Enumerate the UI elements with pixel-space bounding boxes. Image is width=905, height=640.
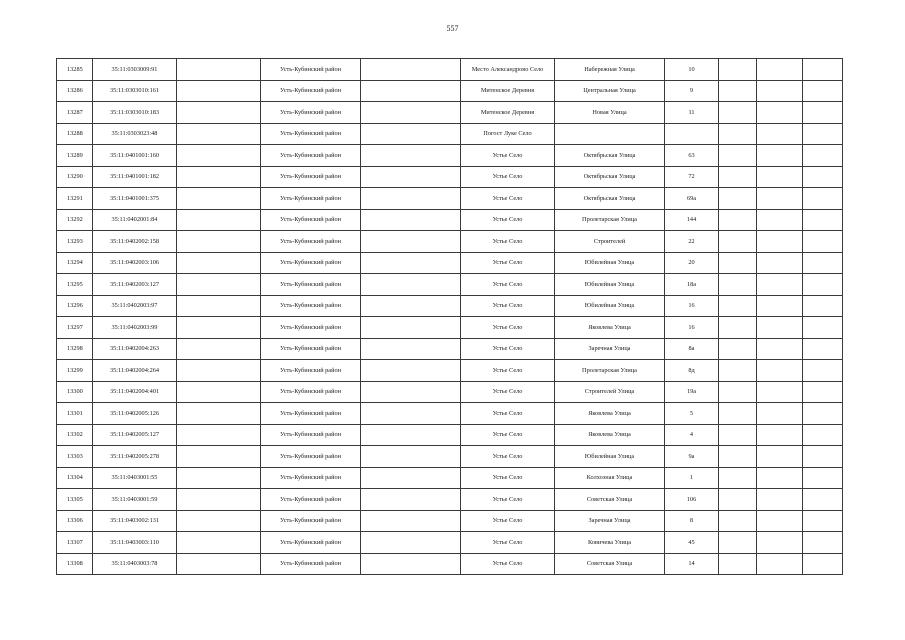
- empty-cell: [361, 80, 461, 102]
- table-row: [57, 489, 843, 511]
- table-row: [57, 317, 843, 339]
- row-number-cell: 13307: [57, 532, 93, 554]
- empty-cell: [803, 424, 843, 446]
- street-cell: Новая Улица: [555, 102, 665, 124]
- empty-cell: [803, 80, 843, 102]
- empty-cell: [803, 166, 843, 188]
- empty-cell: [719, 317, 757, 339]
- house-number-cell: 16: [665, 295, 719, 317]
- empty-cell: [361, 188, 461, 210]
- empty-cell: [719, 145, 757, 167]
- empty-cell: [177, 317, 261, 339]
- empty-cell: [803, 381, 843, 403]
- table-row: [57, 209, 843, 231]
- empty-cell: [361, 102, 461, 124]
- table-row: [57, 123, 843, 145]
- empty-cell: [361, 532, 461, 554]
- cadastral-number-cell: 35:11:0401001:375: [93, 188, 177, 210]
- locality-cell: Устье Село: [461, 295, 555, 317]
- empty-cell: [757, 188, 803, 210]
- cadastral-number-cell: 35:11:0402005:127: [93, 424, 177, 446]
- house-number-cell: 45: [665, 532, 719, 554]
- row-number-cell: 13289: [57, 145, 93, 167]
- empty-cell: [177, 467, 261, 489]
- district-cell: Усть-Кубинский район: [261, 532, 361, 554]
- table-row: [57, 532, 843, 554]
- row-number-cell: 13301: [57, 403, 93, 425]
- street-cell: Колхозная Улица: [555, 467, 665, 489]
- row-number-cell: 13295: [57, 274, 93, 296]
- empty-cell: [177, 338, 261, 360]
- empty-cell: [719, 123, 757, 145]
- cadastral-number-cell: 35:11:0402001:84: [93, 209, 177, 231]
- empty-cell: [177, 446, 261, 468]
- empty-cell: [177, 252, 261, 274]
- empty-cell: [803, 252, 843, 274]
- street-cell: Юбилейная Улица: [555, 295, 665, 317]
- district-cell: Усть-Кубинский район: [261, 123, 361, 145]
- row-number-cell: 13286: [57, 80, 93, 102]
- empty-cell: [803, 209, 843, 231]
- row-number-cell: 13308: [57, 553, 93, 575]
- table-row: [57, 274, 843, 296]
- empty-cell: [803, 295, 843, 317]
- empty-cell: [757, 510, 803, 532]
- locality-cell: Устье Село: [461, 274, 555, 296]
- registry-body: [57, 59, 843, 575]
- locality-cell: Устье Село: [461, 403, 555, 425]
- empty-cell: [361, 360, 461, 382]
- house-number-cell: 8д: [665, 360, 719, 382]
- empty-cell: [757, 532, 803, 554]
- empty-cell: [361, 123, 461, 145]
- row-number-cell: 13303: [57, 446, 93, 468]
- empty-cell: [361, 403, 461, 425]
- empty-cell: [719, 209, 757, 231]
- locality-cell: Устье Село: [461, 360, 555, 382]
- empty-cell: [177, 381, 261, 403]
- district-cell: Усть-Кубинский район: [261, 80, 361, 102]
- street-cell: Яковлева Улица: [555, 424, 665, 446]
- house-number-cell: 72: [665, 166, 719, 188]
- street-cell: Юбилейная Улица: [555, 274, 665, 296]
- empty-cell: [177, 510, 261, 532]
- district-cell: Усть-Кубинский район: [261, 252, 361, 274]
- empty-cell: [757, 317, 803, 339]
- empty-cell: [757, 446, 803, 468]
- empty-cell: [803, 188, 843, 210]
- row-number-cell: 13296: [57, 295, 93, 317]
- house-number-cell: 8: [665, 510, 719, 532]
- street-cell: Пролетарская Улица: [555, 209, 665, 231]
- locality-cell: Устье Село: [461, 231, 555, 253]
- empty-cell: [361, 489, 461, 511]
- empty-cell: [177, 145, 261, 167]
- empty-cell: [719, 381, 757, 403]
- row-number-cell: 13305: [57, 489, 93, 511]
- empty-cell: [719, 59, 757, 81]
- row-number-cell: 13290: [57, 166, 93, 188]
- cadastral-number-cell: 35:11:0303009:91: [93, 59, 177, 81]
- street-cell: Октябрьская Улица: [555, 166, 665, 188]
- empty-cell: [803, 446, 843, 468]
- locality-cell: Устье Село: [461, 209, 555, 231]
- locality-cell: Устье Село: [461, 338, 555, 360]
- row-number-cell: 13287: [57, 102, 93, 124]
- empty-cell: [719, 102, 757, 124]
- empty-cell: [757, 145, 803, 167]
- locality-cell: Устье Село: [461, 446, 555, 468]
- district-cell: Усть-Кубинский район: [261, 209, 361, 231]
- empty-cell: [719, 446, 757, 468]
- empty-cell: [803, 510, 843, 532]
- empty-cell: [719, 403, 757, 425]
- table-row: [57, 231, 843, 253]
- house-number-cell: 18а: [665, 274, 719, 296]
- row-number-cell: 13300: [57, 381, 93, 403]
- empty-cell: [803, 467, 843, 489]
- empty-cell: [177, 403, 261, 425]
- house-number-cell: 11: [665, 102, 719, 124]
- table-row: [57, 252, 843, 274]
- district-cell: Усть-Кубинский район: [261, 231, 361, 253]
- cadastral-number-cell: 35:11:0402003:97: [93, 295, 177, 317]
- empty-cell: [177, 188, 261, 210]
- row-number-cell: 13288: [57, 123, 93, 145]
- row-number-cell: 13299: [57, 360, 93, 382]
- house-number-cell: 22: [665, 231, 719, 253]
- cadastral-number-cell: 35:11:0303023:48: [93, 123, 177, 145]
- cadastral-number-cell: 35:11:0402002:158: [93, 231, 177, 253]
- empty-cell: [361, 446, 461, 468]
- row-number-cell: 13304: [57, 467, 93, 489]
- table-row: [57, 553, 843, 575]
- empty-cell: [177, 532, 261, 554]
- empty-cell: [361, 381, 461, 403]
- empty-cell: [177, 59, 261, 81]
- empty-cell: [177, 553, 261, 575]
- empty-cell: [719, 467, 757, 489]
- locality-cell: Устье Село: [461, 381, 555, 403]
- cadastral-number-cell: 35:11:0402004:401: [93, 381, 177, 403]
- cadastral-number-cell: 35:11:0402003:127: [93, 274, 177, 296]
- table-row: [57, 188, 843, 210]
- cadastral-number-cell: 35:11:0402005:126: [93, 403, 177, 425]
- empty-cell: [719, 295, 757, 317]
- empty-cell: [757, 553, 803, 575]
- empty-cell: [719, 80, 757, 102]
- row-number-cell: 13302: [57, 424, 93, 446]
- empty-cell: [177, 231, 261, 253]
- row-number-cell: 13306: [57, 510, 93, 532]
- empty-cell: [361, 231, 461, 253]
- cadastral-number-cell: 35:11:0403003:78: [93, 553, 177, 575]
- street-cell: Заречная Улица: [555, 338, 665, 360]
- empty-cell: [803, 102, 843, 124]
- empty-cell: [719, 338, 757, 360]
- street-cell: Центральная Улица: [555, 80, 665, 102]
- street-cell: Строителей Улица: [555, 381, 665, 403]
- house-number-cell: 10: [665, 59, 719, 81]
- locality-cell: Погост Луке Село: [461, 123, 555, 145]
- empty-cell: [177, 295, 261, 317]
- street-cell: Октябрьская Улица: [555, 145, 665, 167]
- empty-cell: [719, 360, 757, 382]
- district-cell: Усть-Кубинский район: [261, 424, 361, 446]
- empty-cell: [177, 209, 261, 231]
- district-cell: Усть-Кубинский район: [261, 188, 361, 210]
- empty-cell: [361, 145, 461, 167]
- empty-cell: [361, 274, 461, 296]
- locality-cell: Устье Село: [461, 166, 555, 188]
- district-cell: Усть-Кубинский район: [261, 489, 361, 511]
- district-cell: Усть-Кубинский район: [261, 360, 361, 382]
- empty-cell: [803, 360, 843, 382]
- empty-cell: [757, 424, 803, 446]
- table-row: [57, 403, 843, 425]
- empty-cell: [757, 295, 803, 317]
- district-cell: Усть-Кубинский район: [261, 338, 361, 360]
- cadastral-number-cell: 35:11:0402005:278: [93, 446, 177, 468]
- empty-cell: [803, 489, 843, 511]
- locality-cell: Митенское Деревня: [461, 80, 555, 102]
- cadastral-number-cell: 35:11:0303010:161: [93, 80, 177, 102]
- cadastral-number-cell: 35:11:0403001:55: [93, 467, 177, 489]
- row-number-cell: 13293: [57, 231, 93, 253]
- house-number-cell: 16: [665, 317, 719, 339]
- locality-cell: Устье Село: [461, 553, 555, 575]
- empty-cell: [719, 166, 757, 188]
- cadastral-number-cell: 35:11:0402004:264: [93, 360, 177, 382]
- district-cell: Усть-Кубинский район: [261, 381, 361, 403]
- locality-cell: Устье Село: [461, 424, 555, 446]
- street-cell: Советская Улица: [555, 553, 665, 575]
- empty-cell: [361, 424, 461, 446]
- empty-cell: [757, 252, 803, 274]
- table-row: [57, 446, 843, 468]
- empty-cell: [361, 59, 461, 81]
- street-cell: Ковичева Улица: [555, 532, 665, 554]
- empty-cell: [757, 102, 803, 124]
- empty-cell: [177, 360, 261, 382]
- empty-cell: [177, 102, 261, 124]
- table-row: [57, 510, 843, 532]
- house-number-cell: 63: [665, 145, 719, 167]
- table-row: [57, 360, 843, 382]
- empty-cell: [803, 231, 843, 253]
- house-number-cell: 8а: [665, 338, 719, 360]
- table-row: [57, 295, 843, 317]
- row-number-cell: 13294: [57, 252, 93, 274]
- empty-cell: [803, 317, 843, 339]
- row-number-cell: 13297: [57, 317, 93, 339]
- empty-cell: [757, 59, 803, 81]
- empty-cell: [361, 317, 461, 339]
- empty-cell: [177, 166, 261, 188]
- empty-cell: [719, 553, 757, 575]
- cadastral-number-cell: 35:11:0403003:110: [93, 532, 177, 554]
- house-number-cell: 9а: [665, 446, 719, 468]
- street-cell: Яковлева Улица: [555, 317, 665, 339]
- empty-cell: [177, 424, 261, 446]
- house-number-cell: 9: [665, 80, 719, 102]
- empty-cell: [757, 381, 803, 403]
- empty-cell: [803, 123, 843, 145]
- empty-cell: [177, 123, 261, 145]
- house-number-cell: 20: [665, 252, 719, 274]
- empty-cell: [803, 274, 843, 296]
- empty-cell: [177, 274, 261, 296]
- empty-cell: [803, 338, 843, 360]
- table-row: [57, 80, 843, 102]
- table-row: [57, 424, 843, 446]
- empty-cell: [757, 209, 803, 231]
- empty-cell: [177, 489, 261, 511]
- empty-cell: [757, 467, 803, 489]
- district-cell: Усть-Кубинский район: [261, 166, 361, 188]
- empty-cell: [803, 532, 843, 554]
- district-cell: Усть-Кубинский район: [261, 403, 361, 425]
- empty-cell: [361, 252, 461, 274]
- empty-cell: [361, 510, 461, 532]
- registry-table: [56, 58, 843, 575]
- house-number-cell: 69а: [665, 188, 719, 210]
- table-row: [57, 381, 843, 403]
- empty-cell: [361, 209, 461, 231]
- empty-cell: [757, 338, 803, 360]
- empty-cell: [177, 80, 261, 102]
- empty-cell: [803, 59, 843, 81]
- district-cell: Усть-Кубинский район: [261, 446, 361, 468]
- locality-cell: Устье Село: [461, 489, 555, 511]
- empty-cell: [757, 166, 803, 188]
- cadastral-number-cell: 35:11:0403001:59: [93, 489, 177, 511]
- street-cell: Яковлева Улица: [555, 403, 665, 425]
- table-row: [57, 467, 843, 489]
- locality-cell: Устье Село: [461, 252, 555, 274]
- table-row: [57, 338, 843, 360]
- cadastral-number-cell: 35:11:0403002:131: [93, 510, 177, 532]
- empty-cell: [361, 295, 461, 317]
- empty-cell: [757, 403, 803, 425]
- cadastral-number-cell: 35:11:0303010:183: [93, 102, 177, 124]
- district-cell: Усть-Кубинский район: [261, 510, 361, 532]
- district-cell: Усть-Кубинский район: [261, 274, 361, 296]
- empty-cell: [719, 489, 757, 511]
- empty-cell: [757, 80, 803, 102]
- cadastral-number-cell: 35:11:0402003:99: [93, 317, 177, 339]
- empty-cell: [757, 489, 803, 511]
- house-number-cell: 19а: [665, 381, 719, 403]
- empty-cell: [361, 338, 461, 360]
- locality-cell: Устье Село: [461, 510, 555, 532]
- row-number-cell: 13291: [57, 188, 93, 210]
- house-number-cell: 1: [665, 467, 719, 489]
- row-number-cell: 13285: [57, 59, 93, 81]
- locality-cell: Устье Село: [461, 317, 555, 339]
- street-cell: Набережная Улица: [555, 59, 665, 81]
- cadastral-number-cell: 35:11:0401001:182: [93, 166, 177, 188]
- district-cell: Усть-Кубинский район: [261, 553, 361, 575]
- cadastral-number-cell: 35:11:0401001:160: [93, 145, 177, 167]
- table-row: [57, 166, 843, 188]
- street-cell: Пролетарская Улица: [555, 360, 665, 382]
- locality-cell: Митенское Деревня: [461, 102, 555, 124]
- cadastral-number-cell: 35:11:0402003:106: [93, 252, 177, 274]
- empty-cell: [719, 510, 757, 532]
- district-cell: Усть-Кубинский район: [261, 145, 361, 167]
- empty-cell: [719, 231, 757, 253]
- empty-cell: [719, 424, 757, 446]
- page-number: 557: [446, 24, 459, 33]
- house-number-cell: 106: [665, 489, 719, 511]
- locality-cell: Устье Село: [461, 532, 555, 554]
- street-cell: Заречная Улица: [555, 510, 665, 532]
- empty-cell: [719, 274, 757, 296]
- empty-cell: [803, 553, 843, 575]
- row-number-cell: 13298: [57, 338, 93, 360]
- street-cell: Юбилейная Улица: [555, 252, 665, 274]
- house-number-cell: 5: [665, 403, 719, 425]
- house-number-cell: 14: [665, 553, 719, 575]
- locality-cell: Устье Село: [461, 467, 555, 489]
- empty-cell: [361, 467, 461, 489]
- empty-cell: [361, 166, 461, 188]
- district-cell: Усть-Кубинский район: [261, 467, 361, 489]
- empty-cell: [719, 252, 757, 274]
- district-cell: Усть-Кубинский район: [261, 102, 361, 124]
- district-cell: Усть-Кубинский район: [261, 317, 361, 339]
- house-number-cell: 144: [665, 209, 719, 231]
- locality-cell: Устье Село: [461, 188, 555, 210]
- house-number-cell: 4: [665, 424, 719, 446]
- street-cell: Октябрьская Улица: [555, 188, 665, 210]
- empty-cell: [757, 360, 803, 382]
- district-cell: Усть-Кубинский район: [261, 59, 361, 81]
- table-row: [57, 145, 843, 167]
- empty-cell: [757, 123, 803, 145]
- street-cell: Юбилейная Улица: [555, 446, 665, 468]
- empty-cell: [719, 532, 757, 554]
- empty-cell: [757, 274, 803, 296]
- table-row: [57, 59, 843, 81]
- cadastral-number-cell: 35:11:0402004:263: [93, 338, 177, 360]
- locality-cell: Место Александрово Село: [461, 59, 555, 81]
- street-cell: [555, 123, 665, 145]
- row-number-cell: 13292: [57, 209, 93, 231]
- empty-cell: [803, 145, 843, 167]
- street-cell: Строителей: [555, 231, 665, 253]
- empty-cell: [803, 403, 843, 425]
- table-row: [57, 102, 843, 124]
- empty-cell: [757, 231, 803, 253]
- district-cell: Усть-Кубинский район: [261, 295, 361, 317]
- locality-cell: Устье Село: [461, 145, 555, 167]
- street-cell: Советская Улица: [555, 489, 665, 511]
- empty-cell: [361, 553, 461, 575]
- empty-cell: [719, 188, 757, 210]
- house-number-cell: [665, 123, 719, 145]
